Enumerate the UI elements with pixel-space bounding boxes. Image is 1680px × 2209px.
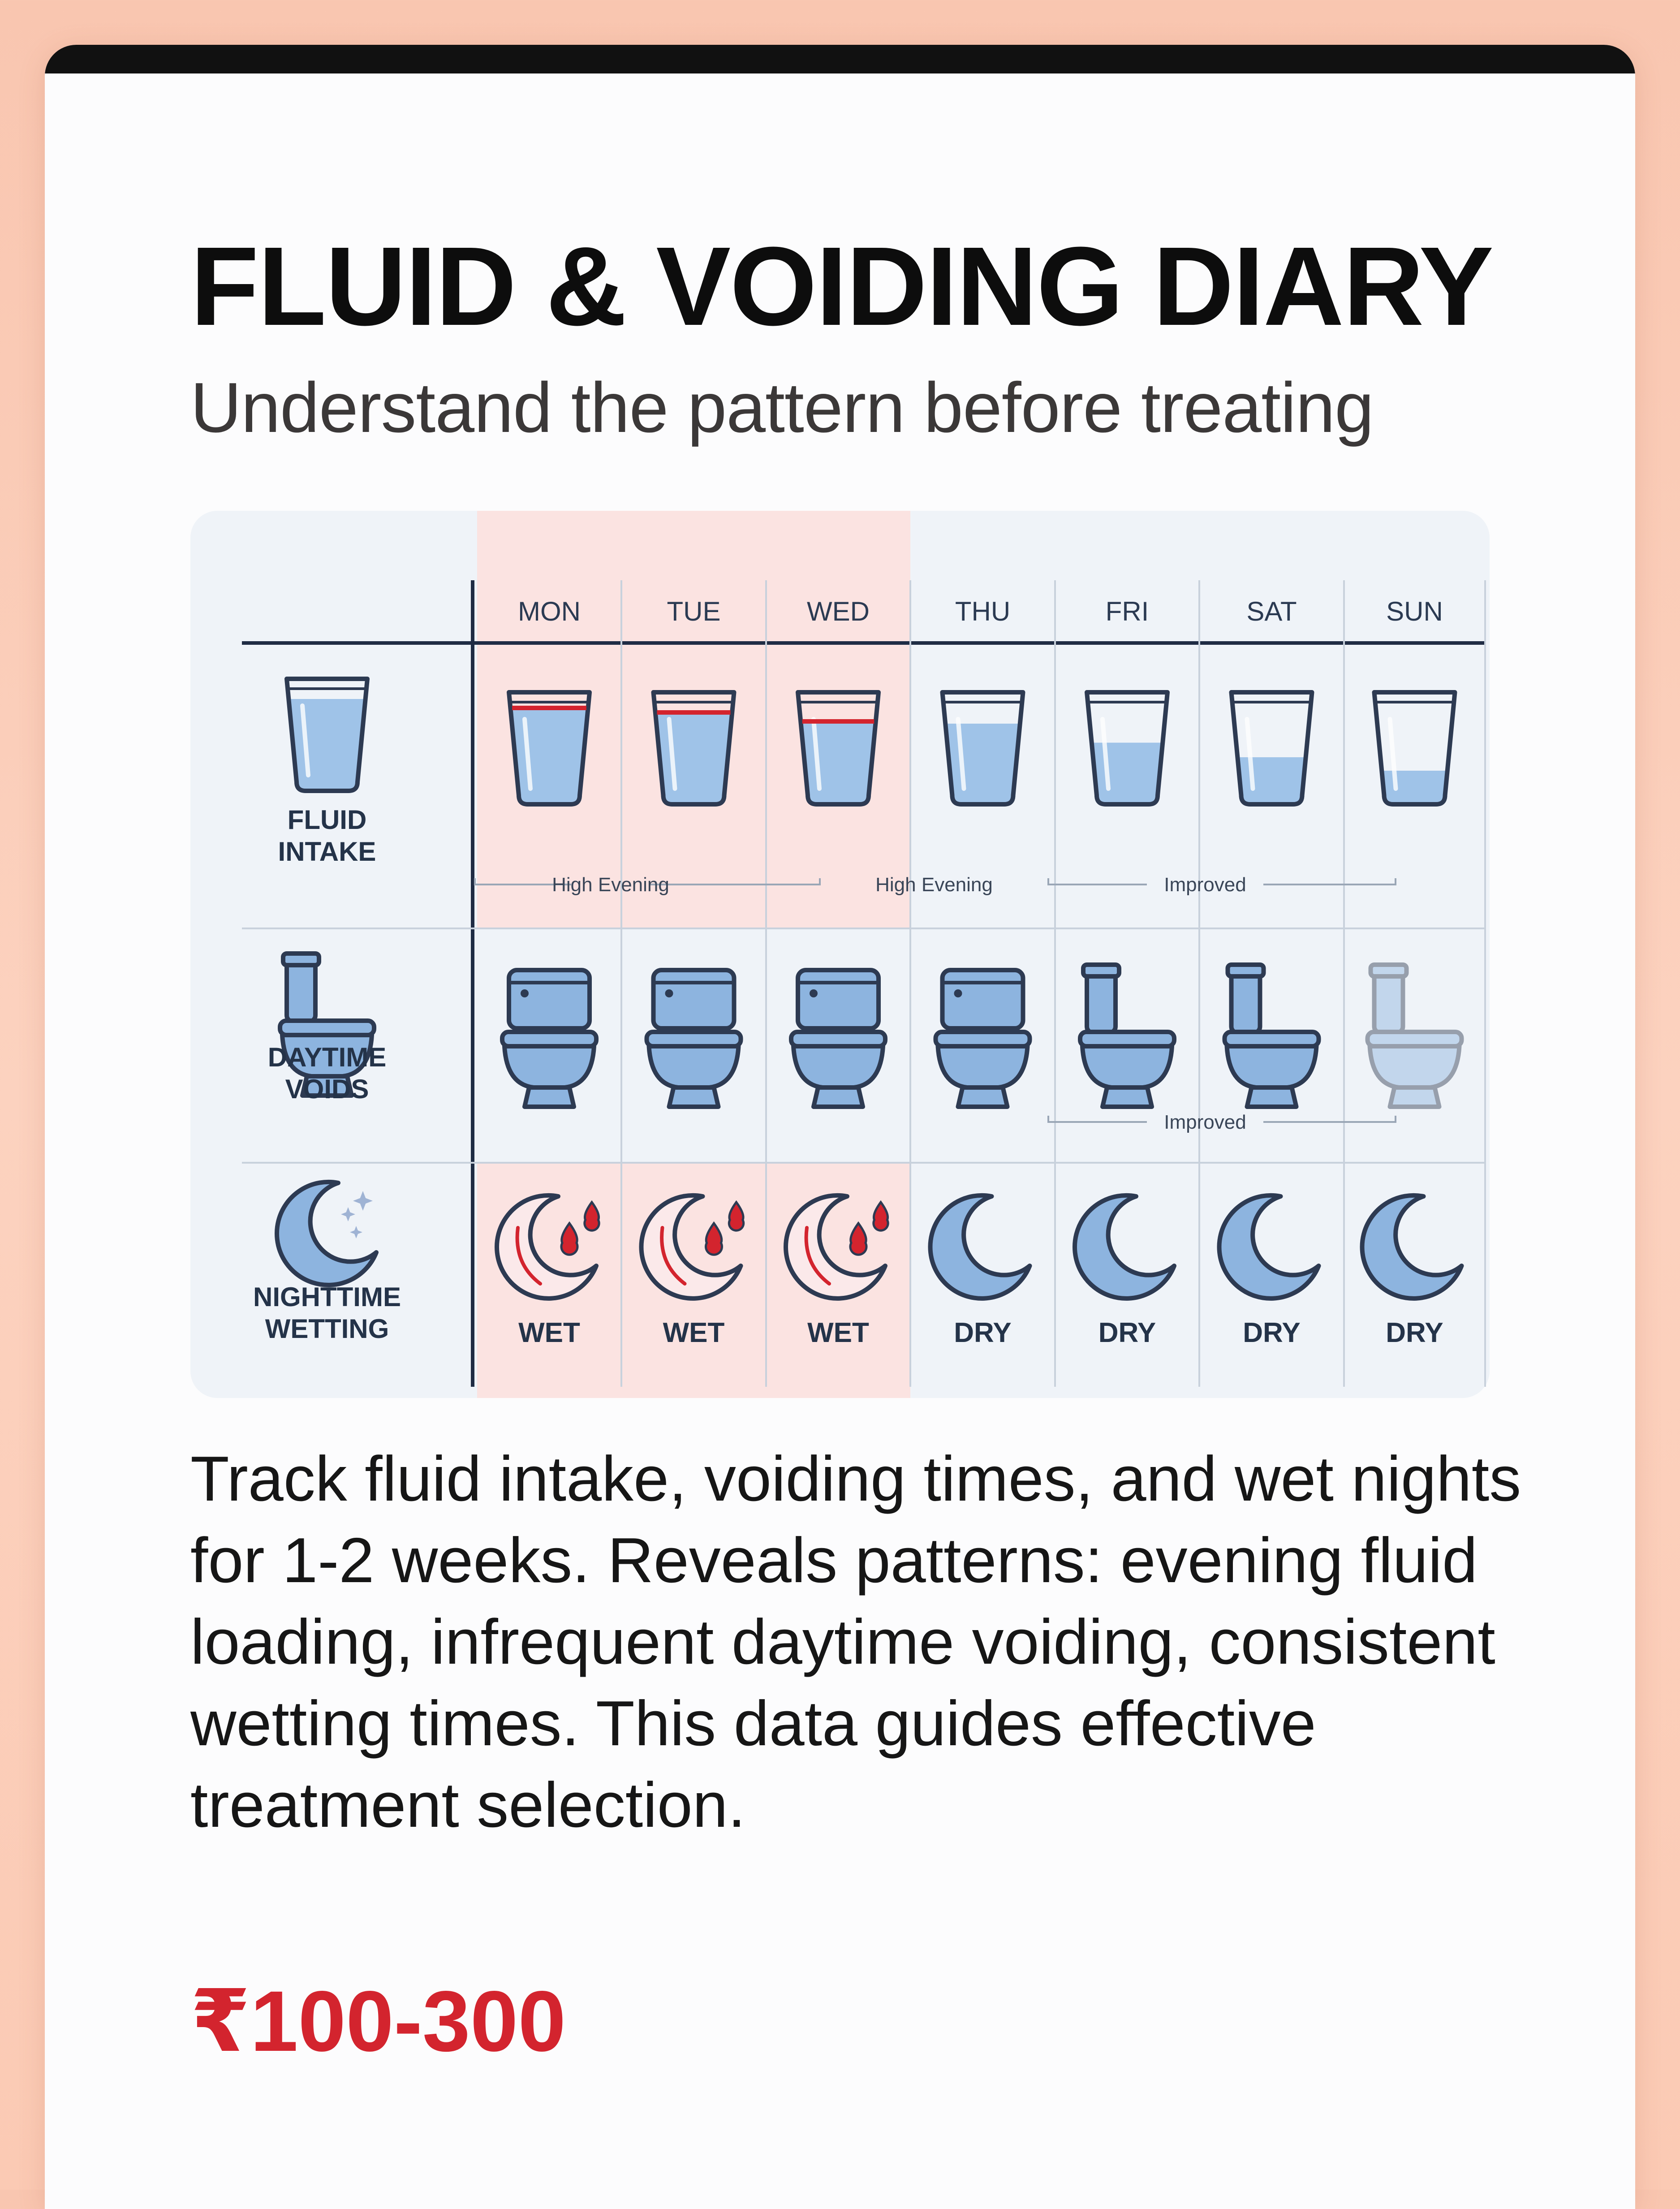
row-label-wetting-2: WETTING [265,1314,389,1344]
description-text: Track fluid intake, voiding times, and wet nights for 1-2 weeks. Reveals patterns: evening fluid loading, infrequent daytime voiding, consistent wetting times. This data guides effective treatment selection. [190,1443,1521,1841]
glass-icon-sat [1232,692,1312,804]
glass-icon-mon [509,692,590,804]
annotation-fluid-improved: Improved [1164,874,1246,896]
water-glass-icon [287,679,367,791]
star-icon [353,1191,373,1211]
info-card [45,45,1635,2209]
annotation-high-evening-thu: High Evening [875,874,993,896]
day-header-sat: SAT [1246,596,1297,626]
moon-stars-icon [277,1182,376,1285]
row-label-fluid-1: FLUID [287,805,367,835]
moon-icon-thu [930,1195,1030,1299]
row-label-fluid-2: INTAKE [278,837,376,867]
toilet-icon-mon [502,970,596,1107]
annotation-voids-improved: Improved [1164,1111,1246,1133]
status-sat: DRY [1243,1317,1301,1348]
row-header-fluid [278,679,376,867]
glass-icon-sun [1374,692,1455,804]
glass-icon-thu [943,692,1023,804]
row-header-voids [268,953,387,1104]
day-header-fri: FRI [1105,596,1149,626]
day-header-tue: TUE [667,596,721,626]
row-label-wetting-1: NIGHTTIME [253,1282,401,1312]
toilet-icon-fri [1080,965,1174,1107]
day-header-wed: WED [807,596,870,626]
diary-grid [190,511,1490,1398]
toilet-icon-sun [1368,965,1462,1107]
page-title: FLUID & VOIDING DIARY [190,224,1493,349]
row-label-voids-2: VOIDS [285,1074,369,1104]
day-header-thu: THU [955,596,1011,626]
price-label: ₹100-300 [190,1973,566,2069]
diary-chart-panel [190,511,1490,1398]
status-sun: DRY [1386,1317,1443,1348]
card-top-bar [45,45,1635,73]
toilet-icon-sat [1225,965,1319,1107]
moon-icon-sun [1362,1195,1461,1299]
moon-icon-fri [1075,1195,1174,1299]
toilet-icon-wed [791,970,885,1107]
day-header-sun: SUN [1386,596,1443,626]
status-thu: DRY [954,1317,1012,1348]
row-label-voids-1: DAYTIME [267,1042,387,1072]
page-subtitle: Understand the pattern before treating [190,368,1374,447]
water-glass-icon [287,679,367,791]
moon-icon-sat [1219,1195,1318,1299]
toilet-icon-thu [936,970,1030,1107]
status-tue: WET [663,1317,725,1348]
void-cells [502,965,1462,1107]
status-mon: WET [518,1317,580,1348]
day-header-mon: MON [518,596,581,626]
star-icon [341,1207,355,1221]
status-fri: DRY [1098,1317,1156,1348]
toilet-icon-tue [647,970,741,1107]
row-header-wetting [253,1182,401,1344]
status-wed: WET [807,1317,869,1348]
star-icon [350,1226,362,1238]
glass-icon-fri [1087,692,1167,804]
annotation-high-evening: High Evening [552,874,669,896]
